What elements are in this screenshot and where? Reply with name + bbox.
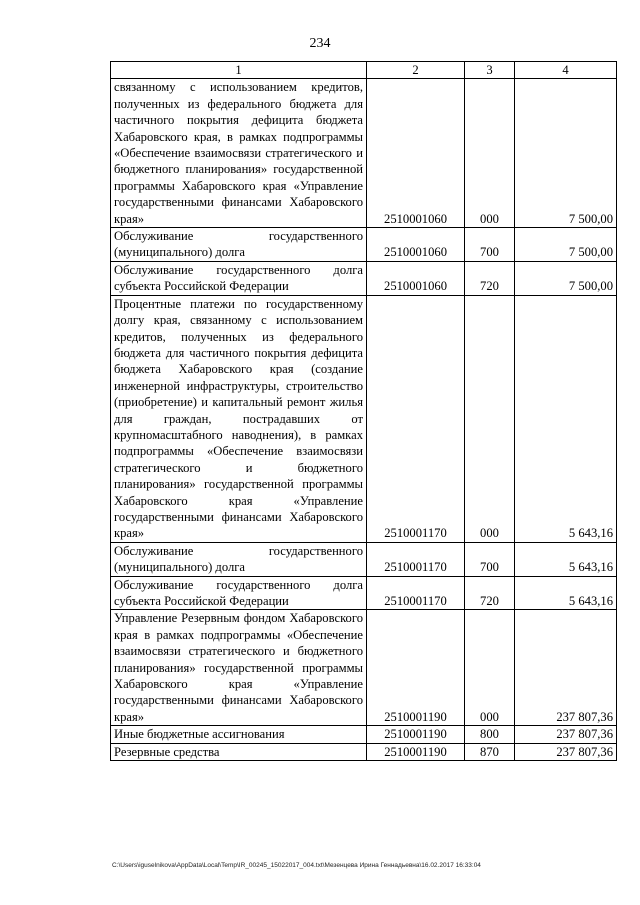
table-row: [111, 743, 617, 760]
table-row: [111, 576, 617, 610]
column-header-3: 3: [465, 62, 515, 79]
row-description: Иные бюджетные ассигнования: [111, 726, 367, 743]
row-description: Процентные платежи по государственному долгу края, связанному с использованием кредитов, полученных из федерального бюджета для частичного покрытия дефицита бюджета Хабаровского края (создание инженерной инфраструктуры, строительство (приобретение) и капитальный ремонт жилья для граждан, пострадавших от крупномасштабного наводнения), в рамках подпрограммы «Обеспечение взаимосвязи стратегического и бюджетного планирования» государственной программы Хабаровского края «Управление государственными финансами Хабаровского края»: [111, 295, 367, 542]
row-expense-kind: 800: [465, 726, 515, 743]
row-target-code: 2510001170: [367, 295, 465, 542]
row-expense-kind: 000: [465, 295, 515, 542]
budget-table: [110, 61, 617, 761]
row-amount: 7 500,00: [515, 261, 617, 295]
table-row: [111, 542, 617, 576]
row-target-code: 2510001170: [367, 542, 465, 576]
row-expense-kind: 700: [465, 542, 515, 576]
row-expense-kind: 870: [465, 743, 515, 760]
row-description: Резервные средства: [111, 743, 367, 760]
column-header-4: 4: [515, 62, 617, 79]
table-row: [111, 79, 617, 228]
row-description: Обслуживание государственного (муниципального) долга: [111, 228, 367, 262]
row-target-code: 2510001190: [367, 726, 465, 743]
row-target-code: 2510001170: [367, 576, 465, 610]
row-expense-kind: 000: [465, 79, 515, 228]
row-description: Обслуживание государственного долга субъекта Российской Федерации: [111, 261, 367, 295]
row-amount: 5 643,16: [515, 542, 617, 576]
row-description: Обслуживание государственного долга субъекта Российской Федерации: [111, 576, 367, 610]
row-expense-kind: 720: [465, 576, 515, 610]
row-amount: 7 500,00: [515, 79, 617, 228]
row-description: связанному с использованием кредитов, полученных из федерального бюджета для частичного покрытия дефицита бюджета Хабаровского края, в рамках подпрограммы «Обеспечение взаимосвязи стратегического и бюджетного планирования» государственной программы Хабаровского края «Управление государственными финансами Хабаровского края»: [111, 79, 367, 228]
row-expense-kind: 720: [465, 261, 515, 295]
table-row: [111, 610, 617, 726]
row-target-code: 2510001060: [367, 261, 465, 295]
column-header-1: 1: [111, 62, 367, 79]
row-description: Обслуживание государственного (муниципального) долга: [111, 542, 367, 576]
row-amount: 5 643,16: [515, 295, 617, 542]
row-amount: 237 807,36: [515, 726, 617, 743]
row-target-code: 2510001190: [367, 743, 465, 760]
table-row: [111, 726, 617, 743]
row-expense-kind: 000: [465, 610, 515, 726]
row-expense-kind: 700: [465, 228, 515, 262]
column-header-2: 2: [367, 62, 465, 79]
row-target-code: 2510001060: [367, 79, 465, 228]
row-amount: 237 807,36: [515, 743, 617, 760]
row-description: Управление Резервным фондом Хабаровского края в рамках подпрограммы «Обеспечение взаимосвязи стратегического и бюджетного планирования» государственной программы Хабаровского края «Управление государственными финансами Хабаровского края»: [111, 610, 367, 726]
row-amount: 5 643,16: [515, 576, 617, 610]
table-row: [111, 295, 617, 542]
row-target-code: 2510001060: [367, 228, 465, 262]
file-path-footer: C:\Users\iguselnikova\AppData\Local\Temp\IR_00245_15022017_004.txt\Мезенцева Ирина Геннадьевна\16.02.2017 16:33:04: [112, 862, 481, 869]
table-row: [111, 261, 617, 295]
row-target-code: 2510001190: [367, 610, 465, 726]
table-row: [111, 228, 617, 262]
table-header-row: [111, 62, 617, 79]
row-amount: 7 500,00: [515, 228, 617, 262]
row-amount: 237 807,36: [515, 610, 617, 726]
page-number: 234: [309, 36, 331, 51]
